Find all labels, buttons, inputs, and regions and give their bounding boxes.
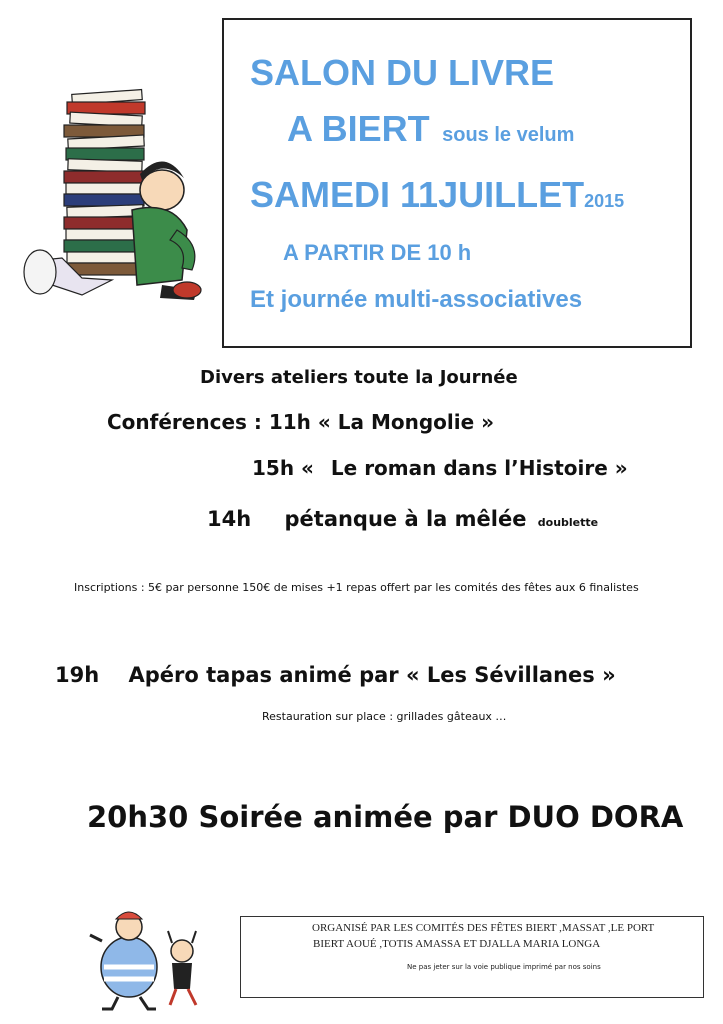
soiree-line: 20h30 Soirée animée par DUO DORA	[87, 800, 684, 834]
petanque-title: pétanque à la mêlée	[284, 507, 527, 531]
conference-2-title: Le roman dans l’Histoire »	[330, 456, 628, 480]
apero-title: Apéro tapas animé par « Les Sévillanes »	[128, 663, 616, 687]
conference-line-2	[252, 456, 628, 480]
petanque-time: 14h	[207, 507, 252, 531]
ateliers-line: Divers ateliers toute la Journée	[200, 367, 518, 388]
conference-line-1: Conférences : 11h « La Mongolie »	[107, 410, 495, 434]
apero-time: 19h	[55, 663, 100, 687]
apero-line	[55, 663, 616, 687]
gaulish-characters-icon	[84, 905, 214, 1015]
location-detail: sous le velum	[442, 124, 575, 146]
organizer-line-2: BIERT AOUÉ ,TOTIS AMASSA ET DJALLA MARIA LONGA	[313, 938, 601, 950]
event-location	[287, 108, 574, 150]
organizer-line-1: ORGANISÉ PAR LES COMITÉS DES FÊTES BIERT ,MASSAT ,LE PORT	[312, 922, 655, 934]
petanque-line	[207, 507, 598, 531]
petanque-format: doublette	[537, 516, 599, 529]
location-main: A BIERT	[287, 108, 430, 149]
event-start-time: A PARTIR DE 10 h	[283, 240, 472, 265]
book-stack-character-icon	[12, 80, 207, 315]
restauration-text: Restauration sur place : grillades gâteaux …	[262, 710, 507, 723]
date-main: SAMEDI 11JUILLET	[250, 174, 585, 215]
print-notice: Ne pas jeter sur la voie publique imprimé par nos soins	[407, 963, 601, 971]
conference-2-time: 15h «	[252, 456, 314, 480]
date-year: 2015	[584, 191, 625, 211]
event-subtitle: Et journée multi-associatives	[250, 286, 583, 313]
inscriptions-text: Inscriptions : 5€ par personne 150€ de mises +1 repas offert par les comités des fêtes aux 6 finalistes	[74, 581, 639, 594]
event-date	[250, 174, 624, 216]
event-title: SALON DU LIVRE	[250, 52, 555, 93]
